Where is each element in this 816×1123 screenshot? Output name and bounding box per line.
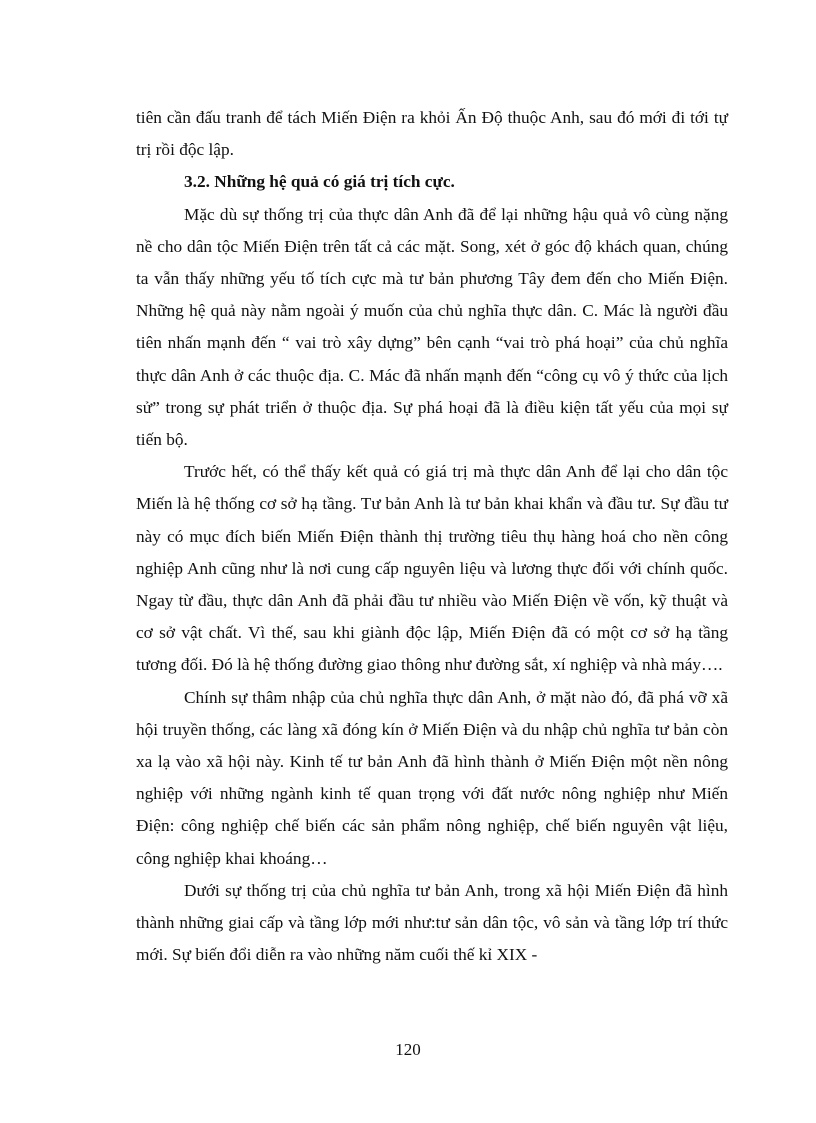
paragraph-penetration: Chính sự thâm nhập của chủ nghĩa thực dân Anh, ở mặt nào đó, đã phá vỡ xã hội truyền thống, các làng xã đóng kín ở Miến Điện và du nhập chủ nghĩa tư bản còn xa lạ vào xã hội này. Kinh tế tư bản Anh đã hình thành ở Miến Điện một nền nông nghiệp với những ngành kinh tế quan trọng với đất nước nông nghiệp như Miến Điện: công nghiệp chế biến các sản phẩm nông nghiệp, chế biến nguyên vật liệu, công nghiệp khai khoáng… bbox=[136, 687, 728, 868]
paragraph-continuation: tiên cần đấu tranh để tách Miến Điện ra khỏi Ấn Độ thuộc Anh, sau đó mới đi tới tự trị rồi độc lập. bbox=[136, 108, 728, 160]
paragraph-infrastructure: Trước hết, có thể thấy kết quả có giá trị mà thực dân Anh để lại cho dân tộc Miến là hệ thống cơ sở hạ tầng. Tư bản Anh là tư bản khai khẩn và đầu tư. Sự đầu tư này có mục đích biến Miến Điện thành thị trường tiêu thụ hàng hoá cho nền công nghiệp Anh cũng như là nơi cung cấp nguyên liệu và lương thực đối với chính quốc. Ngay từ đầu, thực dân Anh đã phải đầu tư nhiều vào Miến Điện về vốn, kỹ thuật và cơ sở vật chất. Vì thế, sau khi giành độc lập, Miến Điện đã có một cơ sở hạ tầng tương đối. Đó là hệ thống đường giao thông như đường sắt, xí nghiệp và nhà máy…. bbox=[136, 462, 728, 675]
section-heading: 3.2. Những hệ quả có giá trị tích cực. bbox=[184, 172, 455, 192]
paragraph-marx: Mặc dù sự thống trị của thực dân Anh đã để lại những hậu quả vô cùng nặng nề cho dân tộc Miến Điện trên tất cả các mặt. Song, xét ở góc độ khách quan, chúng ta vẫn thấy những yếu tố tích cực mà tư bản phương Tây đem đến cho Miến Điện. Những hệ quả này nằm ngoài ý muốn của chủ nghĩa thực dân. C. Mác là người đầu tiên nhấn mạnh đến “ vai trò xây dựng” bên cạnh “vai trò phá hoại” của chủ nghĩa thực dân Anh ở các thuộc địa. C. Mác đã nhấn mạnh đến “công cụ vô ý thức của lịch sử” trong sự phát triển ở thuộc địa. Sự phá hoại đã là điều kiện tất yếu của mọi sự tiến bộ. bbox=[136, 204, 728, 450]
paragraph-social-classes: Dưới sự thống trị của chủ nghĩa tư bản Anh, trong xã hội Miến Điện đã hình thành những giai cấp và tầng lớp mới như:tư sản dân tộc, vô sản và tầng lớp trí thức mới. Sự biến đổi diễn ra vào những năm cuối thế kỉ XIX - bbox=[136, 880, 728, 965]
body-text bbox=[136, 102, 728, 971]
page-number: 120 bbox=[395, 1040, 421, 1059]
